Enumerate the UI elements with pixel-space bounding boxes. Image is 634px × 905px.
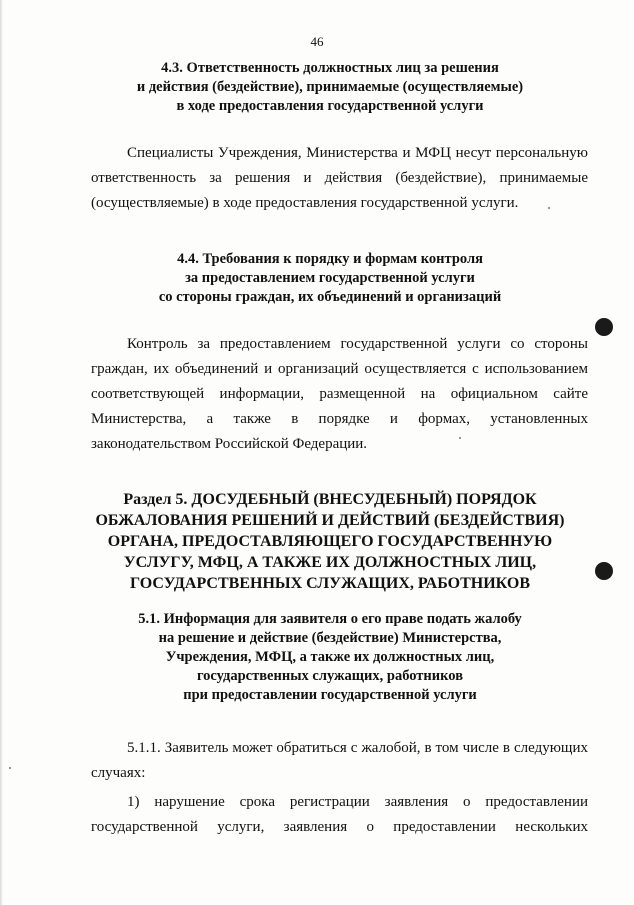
text-line: законодательством Российской Федерации. bbox=[91, 436, 368, 452]
heading-line: ОРГАНА, ПРЕДОСТАВЛЯЮЩЕГО ГОСУДАРСТВЕННУЮ bbox=[107, 533, 553, 550]
text-line: Специалисты Учреждения, Министерства и МФЦ несут персональную bbox=[127, 145, 588, 161]
heading-5-1 bbox=[60, 610, 600, 705]
text-line: ответственность за решения и действия (бездействие), принимаемые bbox=[91, 170, 588, 186]
scan-edge-shadow bbox=[0, 0, 3, 905]
section-5-heading bbox=[60, 489, 600, 594]
paragraph-4-3 bbox=[91, 141, 588, 216]
heading-line: при предоставлении государственной услуги bbox=[183, 687, 477, 703]
heading-line: со стороны граждан, их объединений и организаций bbox=[158, 289, 502, 305]
heading-line: Раздел 5. ДОСУДЕБНЫЙ (ВНЕСУДЕБНЫЙ) ПОРЯДОК bbox=[123, 491, 537, 508]
text-line: (осуществляемые) в ходе предоставления государственной услуги. bbox=[91, 195, 519, 211]
paragraph-4-4 bbox=[91, 332, 588, 457]
text-line: 1) нарушение срока регистрации заявления о предоставлении bbox=[127, 794, 588, 810]
text-line: Министерства, а также в порядке и формах, установленных bbox=[91, 411, 588, 427]
text-line: 5.1.1. Заявитель может обратиться с жалобой, в том числе в следующих bbox=[127, 740, 588, 756]
heading-line: и действия (бездействие), принимаемые (осуществляемые) bbox=[136, 79, 524, 95]
heading-line: ОБЖАЛОВАНИЯ РЕШЕНИЙ И ДЕЙСТВИЙ (БЕЗДЕЙСТВИЯ) bbox=[95, 512, 565, 529]
heading-line: 4.4. Требования к порядку и формам контроля bbox=[177, 251, 483, 267]
heading-line: на решение и действие (бездействие) Министерства, bbox=[158, 630, 502, 646]
heading-4-4 bbox=[60, 250, 600, 307]
heading-line: Учреждения, МФЦ, а также их должностных лиц, bbox=[165, 649, 495, 665]
text-line: случаях: bbox=[91, 765, 146, 781]
heading-line: УСЛУГУ, МФЦ, А ТАКЖЕ ИХ ДОЛЖНОСТНЫХ ЛИЦ, bbox=[123, 554, 537, 571]
heading-line: в ходе предоставления государственной услуги bbox=[176, 98, 484, 114]
page-number: 46 bbox=[310, 34, 324, 49]
scan-speck bbox=[548, 207, 550, 209]
text-line: государственной услуги, заявления о предоставлении нескольких bbox=[91, 819, 588, 835]
list-item-1 bbox=[91, 790, 588, 840]
scan-speck bbox=[459, 437, 461, 439]
heading-line: за предоставлением государственной услуги bbox=[185, 270, 475, 286]
scan-speck bbox=[9, 767, 11, 769]
text-line: граждан, их объединений и организаций осуществляется с использованием bbox=[91, 361, 588, 377]
heading-line: государственных служащих, работников bbox=[196, 668, 464, 684]
heading-line: 5.1. Информация для заявителя о его праве подать жалобу bbox=[138, 611, 522, 627]
heading-line: ГОСУДАРСТВЕННЫХ СЛУЖАЩИХ, РАБОТНИКОВ bbox=[130, 575, 530, 592]
heading-4-3 bbox=[60, 59, 600, 116]
punch-hole bbox=[595, 318, 613, 336]
heading-line: 4.3. Ответственность должностных лиц за решения bbox=[161, 60, 499, 76]
text-line: соответствующей информации, размещенной на официальном сайте bbox=[91, 386, 588, 402]
punch-hole bbox=[595, 562, 613, 580]
paragraph-5-1 bbox=[91, 736, 588, 786]
text-line: Контроль за предоставлением государственной услуги со стороны bbox=[127, 336, 588, 352]
